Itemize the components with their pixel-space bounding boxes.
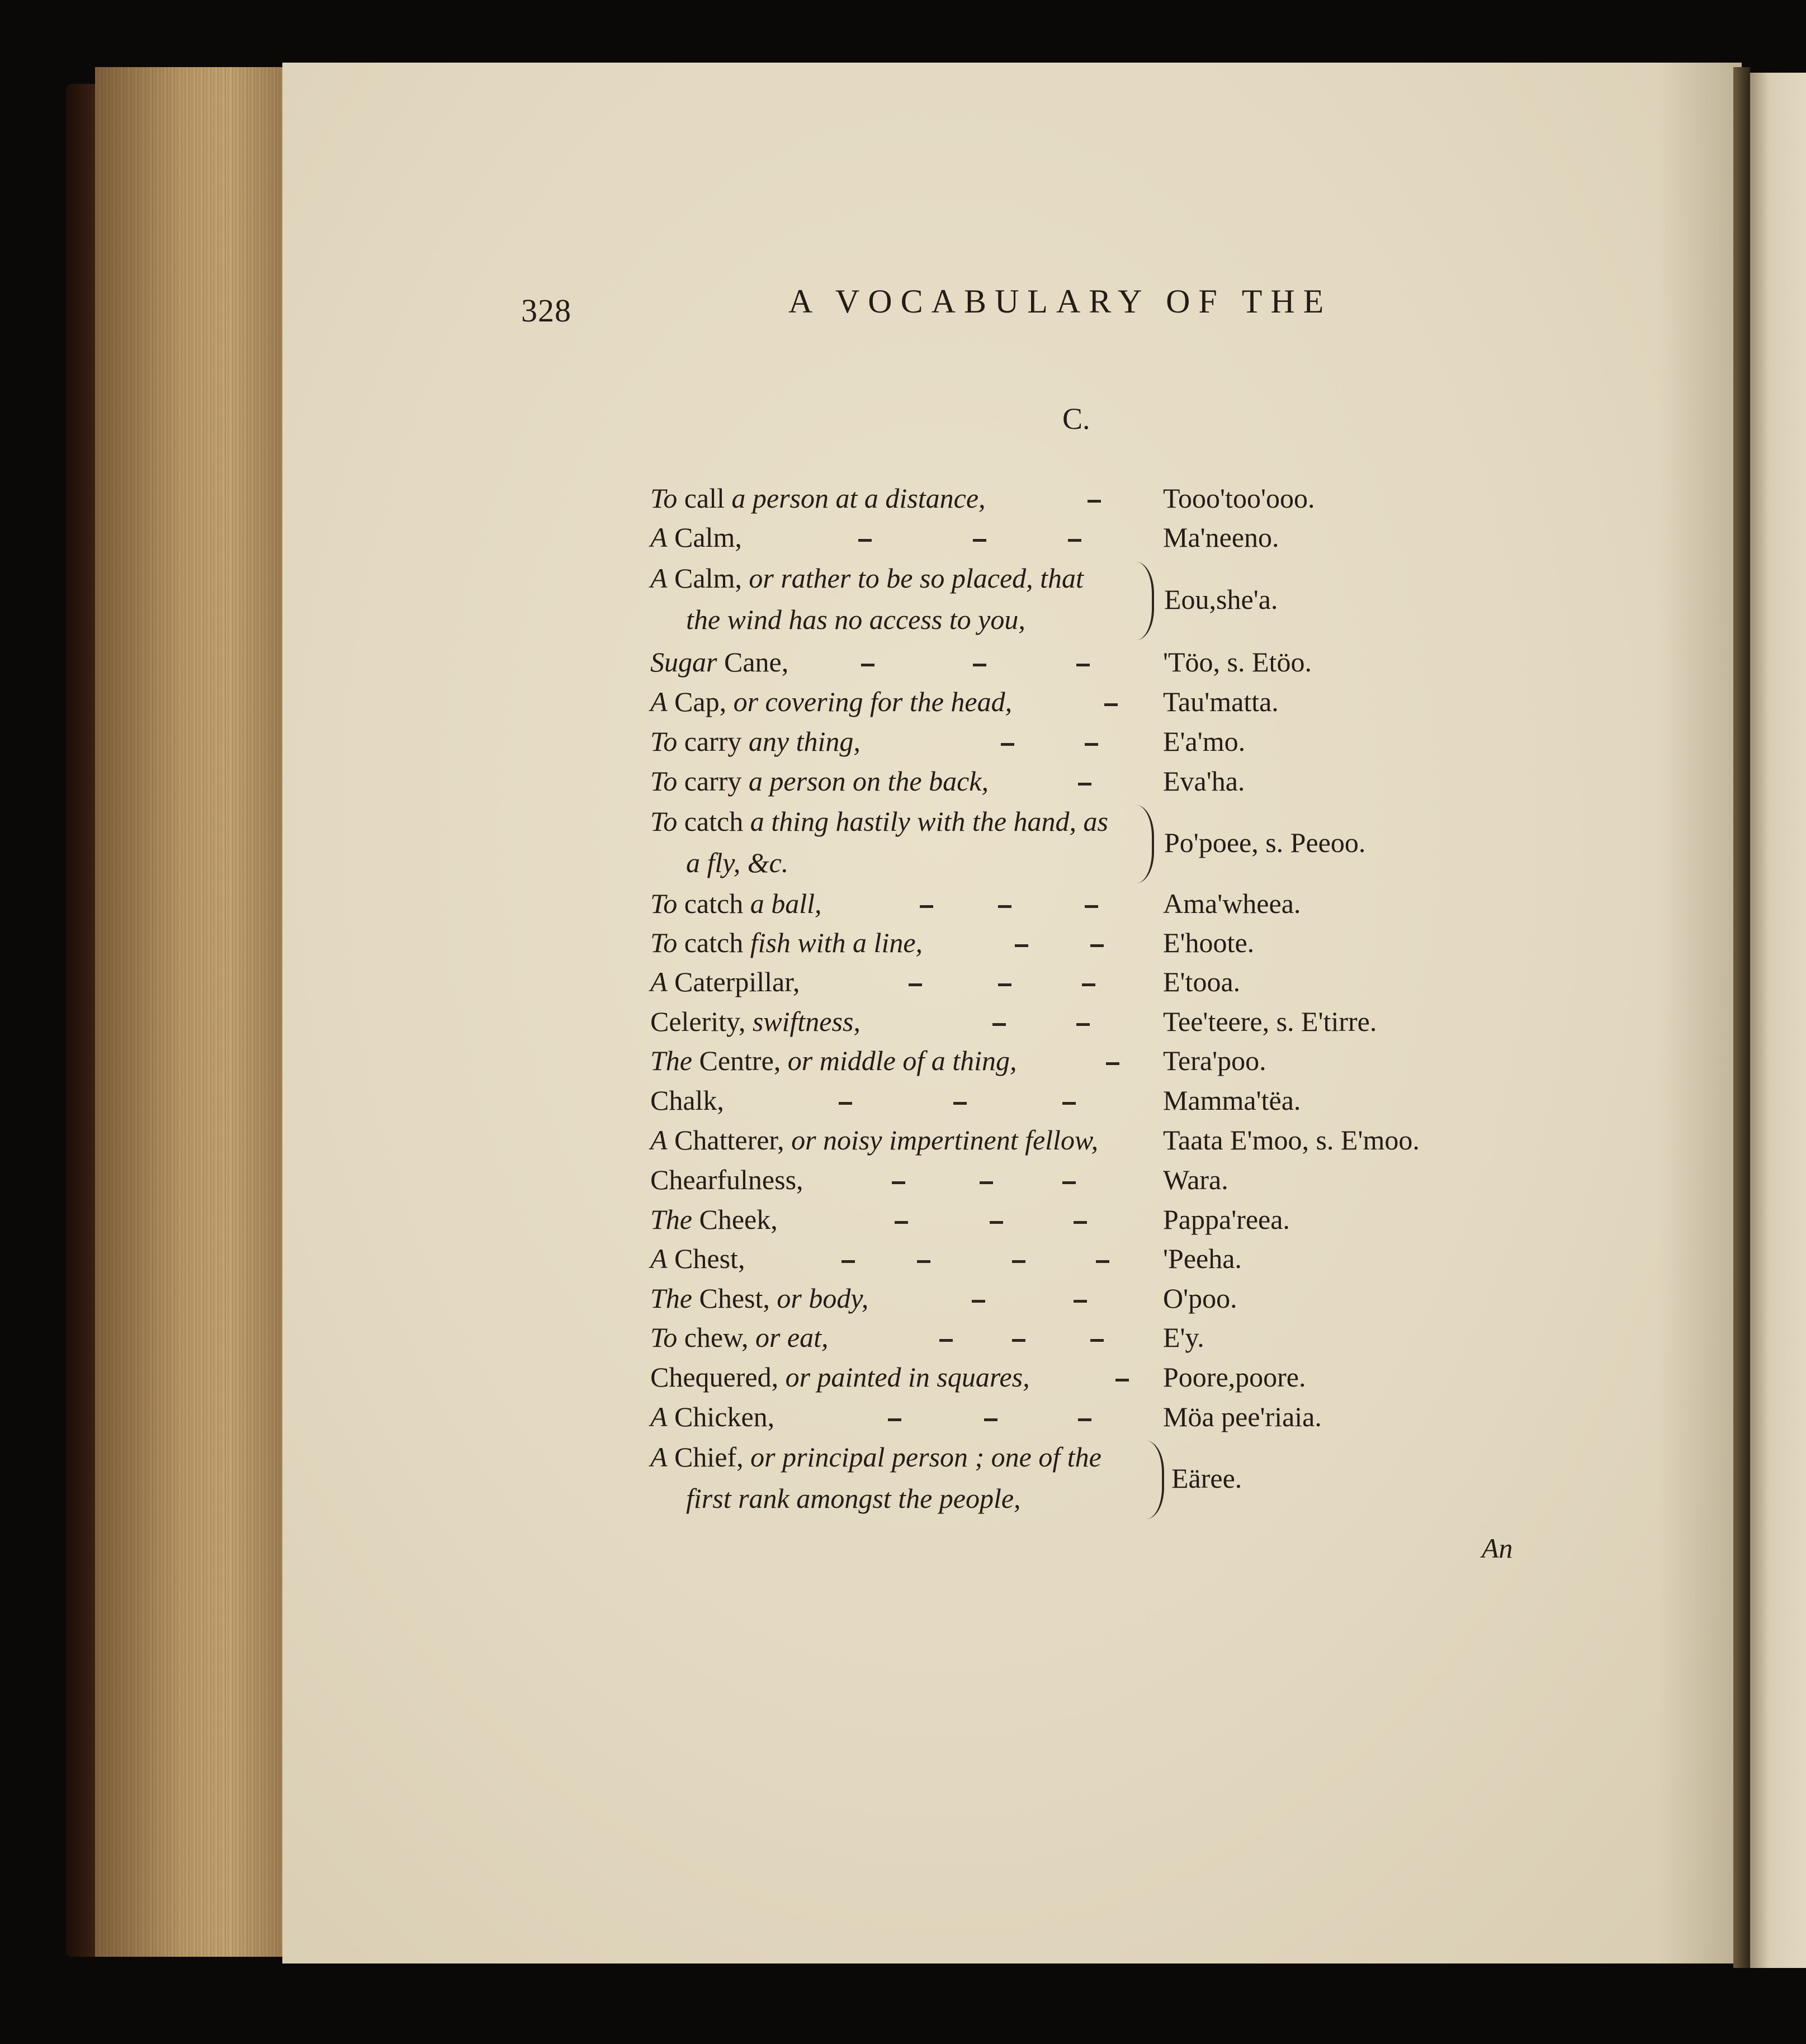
tahitian-term: Mamma'tëa. <box>1163 1085 1301 1116</box>
leader-dash <box>972 1300 985 1303</box>
tahitian-term: E'a'mo. <box>1163 726 1246 757</box>
tahitian-term: Pappa'reea. <box>1163 1204 1290 1235</box>
vocab-entry <box>0 1124 1806 1164</box>
vocab-entry <box>0 482 1806 522</box>
tahitian-term: Wara. <box>1163 1164 1228 1195</box>
english-term: To catch a ball, <box>650 888 822 919</box>
tahitian-term: 'Peeha. <box>1163 1243 1242 1274</box>
vocab-entry <box>0 765 1806 805</box>
english-term-continuation: first rank amongst the people, <box>686 1483 1021 1514</box>
vocab-entry <box>0 1242 1806 1283</box>
tahitian-term: Po'poee, s. Peeoo. <box>1164 827 1366 858</box>
leader-dash <box>1088 500 1101 503</box>
leader-dash <box>1090 1339 1104 1342</box>
leader-dash <box>1082 983 1095 986</box>
leader-dash <box>1074 1300 1087 1303</box>
leader-dash <box>1068 539 1081 542</box>
vocab-entry <box>0 1005 1806 1045</box>
leader-dash <box>1085 905 1098 908</box>
leader-dash <box>953 1102 967 1105</box>
grouping-brace <box>1136 805 1154 883</box>
leader-dash <box>1012 1260 1025 1263</box>
english-term: A Chest, <box>650 1243 745 1274</box>
tahitian-term: Ma'neeno. <box>1163 522 1279 553</box>
english-term: To catch fish with a line, <box>650 927 923 958</box>
tahitian-term: Eva'ha. <box>1163 765 1245 797</box>
english-term: Chequered, or painted in squares, <box>650 1361 1030 1393</box>
leader-dash <box>990 1221 1003 1224</box>
vocab-entry <box>0 1084 1806 1124</box>
leader-dash <box>888 1418 901 1421</box>
english-term: A Chicken, <box>650 1401 775 1432</box>
leader-dash <box>1096 1260 1109 1263</box>
tahitian-term: Eou,she'a. <box>1164 584 1278 615</box>
vocab-entry <box>0 805 1806 887</box>
leader-dash <box>998 905 1011 908</box>
leader-dash <box>1104 703 1118 706</box>
catchword: An <box>1482 1532 1513 1564</box>
vocab-entry <box>0 685 1806 726</box>
leader-dash <box>1076 664 1090 666</box>
leader-dash <box>1078 783 1091 786</box>
tahitian-term: 'Töo, s. Etöo. <box>1163 646 1312 678</box>
leader-dash <box>920 905 933 908</box>
vocab-entry <box>0 1203 1806 1243</box>
tahitian-term: Tooo'too'ooo. <box>1163 482 1315 514</box>
tahitian-term: E'tooa. <box>1163 966 1241 997</box>
tahitian-term: O'poo. <box>1163 1283 1237 1314</box>
leader-dash <box>973 664 986 666</box>
english-term: Chearfulness, <box>650 1164 803 1195</box>
english-term-continuation: a fly, &c. <box>686 847 789 878</box>
english-term: To carry any thing, <box>650 726 861 757</box>
english-term: A Caterpillar, <box>650 966 800 997</box>
english-term: To chew, or eat, <box>650 1322 829 1353</box>
leader-dash <box>1074 1221 1087 1224</box>
leader-dash <box>980 1181 993 1184</box>
vocab-entry <box>0 926 1806 967</box>
english-term: The Centre, or middle of a thing, <box>650 1045 1017 1076</box>
leader-dash <box>973 539 986 542</box>
english-term: To carry a person on the back, <box>650 765 989 797</box>
tahitian-term: Poore,poore. <box>1163 1361 1306 1393</box>
tahitian-term: Ama'wheea. <box>1163 888 1301 919</box>
vocab-entry <box>0 1400 1806 1441</box>
vocab-entry <box>0 1163 1806 1204</box>
vocab-entry <box>0 1282 1806 1322</box>
english-term: The Cheek, <box>650 1204 778 1235</box>
tahitian-term: Taata E'moo, s. E'moo. <box>1163 1124 1420 1156</box>
tahitian-term: Tera'poo. <box>1163 1045 1266 1076</box>
leader-dash <box>1062 1102 1076 1105</box>
vocab-entry <box>0 966 1806 1006</box>
leader-dash <box>895 1221 908 1224</box>
leader-dash <box>1106 1062 1119 1065</box>
leader-dash <box>939 1339 953 1342</box>
tahitian-term: Tee'teere, s. E'tirre. <box>1163 1006 1377 1037</box>
english-term: A Calm, or rather to be so placed, that <box>650 562 1084 594</box>
english-term: A Chief, or principal person ; one of the <box>650 1441 1101 1473</box>
english-term: A Chatterer, or noisy impertinent fellow, <box>650 1124 1099 1156</box>
section-letter: C. <box>1062 402 1090 436</box>
english-term-continuation: the wind has no access to you, <box>686 604 1025 635</box>
vocab-entry <box>0 521 1806 561</box>
leader-dash <box>1115 1379 1129 1381</box>
leader-dash <box>1062 1181 1076 1184</box>
vocab-entry <box>0 1044 1806 1085</box>
vocab-entry <box>0 1321 1806 1361</box>
vocab-entry <box>0 887 1806 928</box>
leader-dash <box>998 983 1011 986</box>
english-term: A Calm, <box>650 522 742 553</box>
leader-dash <box>1085 743 1098 746</box>
grouping-brace <box>1136 562 1154 640</box>
english-term: Celerity, swiftness, <box>650 1006 861 1037</box>
running-title: A VOCABULARY OF THE <box>788 283 1332 320</box>
english-term: To catch a thing hastily with the hand, as <box>650 806 1108 837</box>
leader-dash <box>1076 1023 1090 1026</box>
leader-dash <box>1001 743 1014 746</box>
page-number: 328 <box>521 292 571 329</box>
leader-dash <box>841 1260 855 1263</box>
leader-dash <box>861 664 874 666</box>
grouping-brace <box>1146 1441 1164 1519</box>
leader-dash <box>992 1023 1006 1026</box>
leader-dash <box>1090 944 1104 947</box>
tahitian-term: E'hoote. <box>1163 927 1255 958</box>
leader-dash <box>984 1418 997 1421</box>
leader-dash <box>909 983 922 986</box>
vocab-entry <box>0 725 1806 765</box>
leader-dash <box>917 1260 930 1263</box>
english-term: Sugar Cane, <box>650 646 789 678</box>
english-term: Chalk, <box>650 1085 724 1116</box>
vocab-entry <box>0 1441 1806 1522</box>
vocab-entry <box>0 1361 1806 1401</box>
tahitian-term: Tau'matta. <box>1163 686 1279 717</box>
english-term: The Chest, or body, <box>650 1283 869 1314</box>
leader-dash <box>892 1181 905 1184</box>
english-term: To call a person at a distance, <box>650 482 986 514</box>
english-term: A Cap, or covering for the head, <box>650 686 1013 717</box>
leader-dash <box>1015 944 1028 947</box>
tahitian-term: Eäree. <box>1171 1463 1242 1494</box>
leader-dash <box>858 539 872 542</box>
tahitian-term: E'y. <box>1163 1322 1204 1353</box>
vocab-entry <box>0 646 1806 686</box>
leader-dash <box>1078 1418 1091 1421</box>
leader-dash <box>839 1102 852 1105</box>
vocab-entry <box>0 562 1806 644</box>
leader-dash <box>1012 1339 1025 1342</box>
tahitian-term: Möa pee'riaia. <box>1163 1401 1322 1432</box>
